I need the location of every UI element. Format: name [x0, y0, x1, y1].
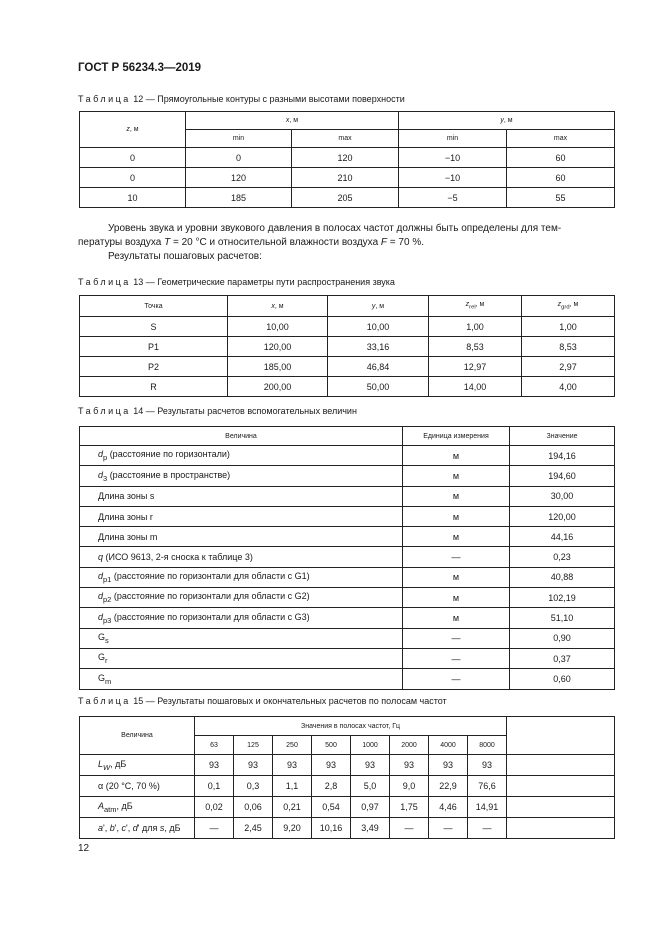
table-cell: 194,60 — [510, 466, 615, 486]
table-cell: 44,16 — [510, 527, 615, 547]
table-cell: 2,8 — [312, 776, 351, 797]
table-cell: 1,75 — [390, 797, 429, 818]
header-freq: 2000 — [390, 736, 429, 755]
table-cell: 120 — [186, 168, 292, 188]
row-label: $d_{p1}$ (расстояние по горизонтали для области с G1) — [80, 567, 403, 587]
table-cell: 0,54 — [312, 797, 351, 818]
table-row — [80, 377, 615, 397]
table-row — [80, 588, 615, 608]
table-cell: 4,46 — [429, 797, 468, 818]
table-cell: 1,1 — [273, 776, 312, 797]
caption-prefix: Таблица — [78, 406, 131, 416]
table-row — [80, 547, 615, 567]
table-13-caption — [78, 277, 395, 287]
table-12-caption — [78, 94, 405, 104]
table-cell: 0,02 — [195, 797, 234, 818]
table-row — [80, 357, 615, 377]
header-freq: 125 — [234, 736, 273, 755]
table-cell: 51,10 — [510, 608, 615, 628]
table-cell: — — [403, 628, 510, 648]
header-point: Точка — [80, 296, 228, 317]
table-cell: 76,6 — [468, 776, 507, 797]
page-number: 12 — [78, 843, 90, 854]
row-label: Длина зоны r — [80, 506, 403, 526]
row-label: a', b', c', d' для s, дБ — [80, 818, 195, 839]
table-row — [80, 567, 615, 587]
table-row — [80, 628, 615, 648]
caption-prefix: Таблица — [78, 94, 131, 104]
header-freq: 500 — [312, 736, 351, 755]
table-cell: 3,49 — [351, 818, 390, 839]
table-cell: 0,3 — [234, 776, 273, 797]
table-15-caption — [78, 696, 447, 706]
table-row — [80, 337, 615, 357]
caption-prefix: Таблица — [78, 696, 131, 706]
table-cell: — — [403, 547, 510, 567]
table-cell: 22,9 — [429, 776, 468, 797]
table-cell: — — [429, 818, 468, 839]
table-cell: 0,60 — [510, 669, 615, 689]
table-cell: 10,16 — [312, 818, 351, 839]
table-cell: 33,16 — [328, 337, 429, 357]
table-cell: м — [403, 486, 510, 506]
table-cell-empty — [507, 818, 615, 839]
header-x-min: min — [186, 130, 292, 148]
table-row — [80, 669, 615, 689]
header-y: y, м — [328, 296, 429, 317]
table-cell: 93 — [195, 755, 234, 776]
table-15 — [79, 716, 615, 839]
table-cell: 0,97 — [351, 797, 390, 818]
table-cell: — — [403, 648, 510, 668]
table-cell: 200,00 — [228, 377, 328, 397]
table-cell: 0,23 — [510, 547, 615, 567]
row-label: $d_3$ (расстояние в пространстве) — [80, 466, 403, 486]
table-14-caption — [78, 406, 357, 416]
table-cell: 4,00 — [522, 377, 615, 397]
table-cell: 185 — [186, 188, 292, 208]
table-cell: 10,00 — [328, 317, 429, 337]
table-cell: −5 — [399, 188, 507, 208]
header-quantity: Величина — [80, 427, 403, 446]
table-cell: −10 — [399, 148, 507, 168]
table-cell: 93 — [351, 755, 390, 776]
table-cell: 93 — [273, 755, 312, 776]
table-row — [80, 188, 615, 208]
table-row — [80, 506, 615, 526]
table-cell: P1 — [80, 337, 228, 357]
table-cell-empty — [507, 797, 615, 818]
table-row — [80, 776, 615, 797]
row-label: $G_m$ — [80, 669, 403, 689]
paragraph-line-2: пературы воздуха T = 20 °C и относительной влажности воздуха F = 70 %. — [78, 237, 424, 248]
table-cell: 8,53 — [522, 337, 615, 357]
table-row — [80, 446, 615, 466]
table-cell: 0 — [80, 168, 186, 188]
table-cell: 46,84 — [328, 357, 429, 377]
header-freq: 250 — [273, 736, 312, 755]
table-cell-empty — [507, 776, 615, 797]
table-cell: 120,00 — [228, 337, 328, 357]
table-cell: 120,00 — [510, 506, 615, 526]
table-cell: 9,0 — [390, 776, 429, 797]
table-cell: 14,91 — [468, 797, 507, 818]
row-label: $d_{p2}$ (расстояние по горизонтали для области с G2) — [80, 588, 403, 608]
caption-text: 14 — Результаты расчетов вспомогательных величин — [130, 406, 357, 416]
header-x-max: max — [292, 130, 399, 148]
table-cell: 1,00 — [522, 317, 615, 337]
table-cell: 120 — [292, 148, 399, 168]
table-cell: 0 — [186, 148, 292, 168]
row-label: $G_r$ — [80, 648, 403, 668]
header-y-max: max — [507, 130, 615, 148]
table-row — [80, 527, 615, 547]
table-cell: −10 — [399, 168, 507, 188]
header-x: x, м — [186, 112, 399, 130]
table-cell: R — [80, 377, 228, 397]
table-cell: 93 — [468, 755, 507, 776]
header-z: z, м — [80, 112, 186, 148]
paragraph-line-3: Результаты пошаговых расчетов: — [108, 251, 262, 262]
header-z-grd: $z_{grd}$, м — [522, 296, 615, 317]
row-label: $G_s$ — [80, 628, 403, 648]
table-cell: 0,37 — [510, 648, 615, 668]
header-y-min: min — [399, 130, 507, 148]
table-row — [80, 648, 615, 668]
table-cell: — — [468, 818, 507, 839]
table-cell: 0,90 — [510, 628, 615, 648]
table-cell: 93 — [312, 755, 351, 776]
document-id: ГОСТ Р 56234.3—2019 — [78, 62, 202, 74]
table-cell: 0,21 — [273, 797, 312, 818]
header-freq: 1000 — [351, 736, 390, 755]
header-value: Значение — [510, 427, 615, 446]
table-cell: 2,97 — [522, 357, 615, 377]
row-label: $A_{atm}$, дБ — [80, 797, 195, 818]
table-cell: м — [403, 506, 510, 526]
table-cell: 50,00 — [328, 377, 429, 397]
table-row — [80, 608, 615, 628]
header-extra — [507, 717, 615, 755]
caption-text: 15 — Результаты пошаговых и окончательных расчетов по полосам частот — [130, 696, 447, 706]
table-row — [80, 818, 615, 839]
row-label: $d_p$ (расстояние по горизонтали) — [80, 446, 403, 466]
paragraph-line-1: Уровень звука и уровни звукового давления в полосах частот должны быть определены для тем- — [108, 223, 562, 234]
table-cell: 93 — [429, 755, 468, 776]
table-cell: — — [403, 669, 510, 689]
header-freq: 4000 — [429, 736, 468, 755]
table-cell: м — [403, 567, 510, 587]
table-cell: 93 — [234, 755, 273, 776]
table-row — [80, 168, 615, 188]
table-cell: м — [403, 466, 510, 486]
table-row — [80, 148, 615, 168]
table-cell: м — [403, 527, 510, 547]
table-cell: S — [80, 317, 228, 337]
table-cell: 10,00 — [228, 317, 328, 337]
table-cell: 55 — [507, 188, 615, 208]
row-label: α (20 °C, 70 %) — [80, 776, 195, 797]
row-label: q (ИСО 9613, 2-я сноска к таблице 3) — [80, 547, 403, 567]
table-cell: 102,19 — [510, 588, 615, 608]
header-freq: 8000 — [468, 736, 507, 755]
caption-prefix: Таблица — [78, 277, 131, 287]
table-13 — [79, 295, 615, 397]
table-cell: 0,1 — [195, 776, 234, 797]
table-cell-empty — [507, 755, 615, 776]
table-cell: — — [390, 818, 429, 839]
table-cell: P2 — [80, 357, 228, 377]
table-cell: м — [403, 608, 510, 628]
table-cell: 185,00 — [228, 357, 328, 377]
table-cell: 0,06 — [234, 797, 273, 818]
table-cell: 210 — [292, 168, 399, 188]
table-cell: 1,00 — [429, 317, 522, 337]
header-x: x, м — [228, 296, 328, 317]
table-cell: 30,00 — [510, 486, 615, 506]
table-cell: 14,00 — [429, 377, 522, 397]
table-cell: 2,45 — [234, 818, 273, 839]
header-z-rel: $z_{rel}$, м — [429, 296, 522, 317]
header-quantity: Величина — [80, 717, 195, 755]
header-unit: Единица измерения — [403, 427, 510, 446]
header-y: y, м — [399, 112, 615, 130]
table-row — [80, 317, 615, 337]
table-cell: 9,20 — [273, 818, 312, 839]
table-cell: 5,0 — [351, 776, 390, 797]
table-cell: 205 — [292, 188, 399, 208]
table-cell: 8,53 — [429, 337, 522, 357]
table-12 — [79, 111, 615, 208]
table-row — [80, 466, 615, 486]
table-row — [80, 486, 615, 506]
caption-text: 13 — Геометрические параметры пути распространения звука — [130, 277, 395, 287]
table-cell: 194,16 — [510, 446, 615, 466]
table-cell: — — [195, 818, 234, 839]
table-cell: 40,88 — [510, 567, 615, 587]
header-frequency-values: Значения в полосах частот, Гц — [195, 717, 507, 736]
header-freq: 63 — [195, 736, 234, 755]
caption-text: 12 — Прямоугольные контуры с разными высотами поверхности — [130, 94, 405, 104]
table-cell: м — [403, 588, 510, 608]
table-row — [80, 755, 615, 776]
table-cell: 12,97 — [429, 357, 522, 377]
table-cell: 60 — [507, 168, 615, 188]
row-label: Длина зоны m — [80, 527, 403, 547]
row-label: Длина зоны s — [80, 486, 403, 506]
table-row — [80, 797, 615, 818]
table-cell: 93 — [390, 755, 429, 776]
row-label: $L_W$, дБ — [80, 755, 195, 776]
table-14 — [79, 426, 615, 690]
row-label: $d_{p3}$ (расстояние по горизонтали для области с G3) — [80, 608, 403, 628]
table-cell: 0 — [80, 148, 186, 168]
table-cell: м — [403, 446, 510, 466]
table-cell: 60 — [507, 148, 615, 168]
table-cell: 10 — [80, 188, 186, 208]
